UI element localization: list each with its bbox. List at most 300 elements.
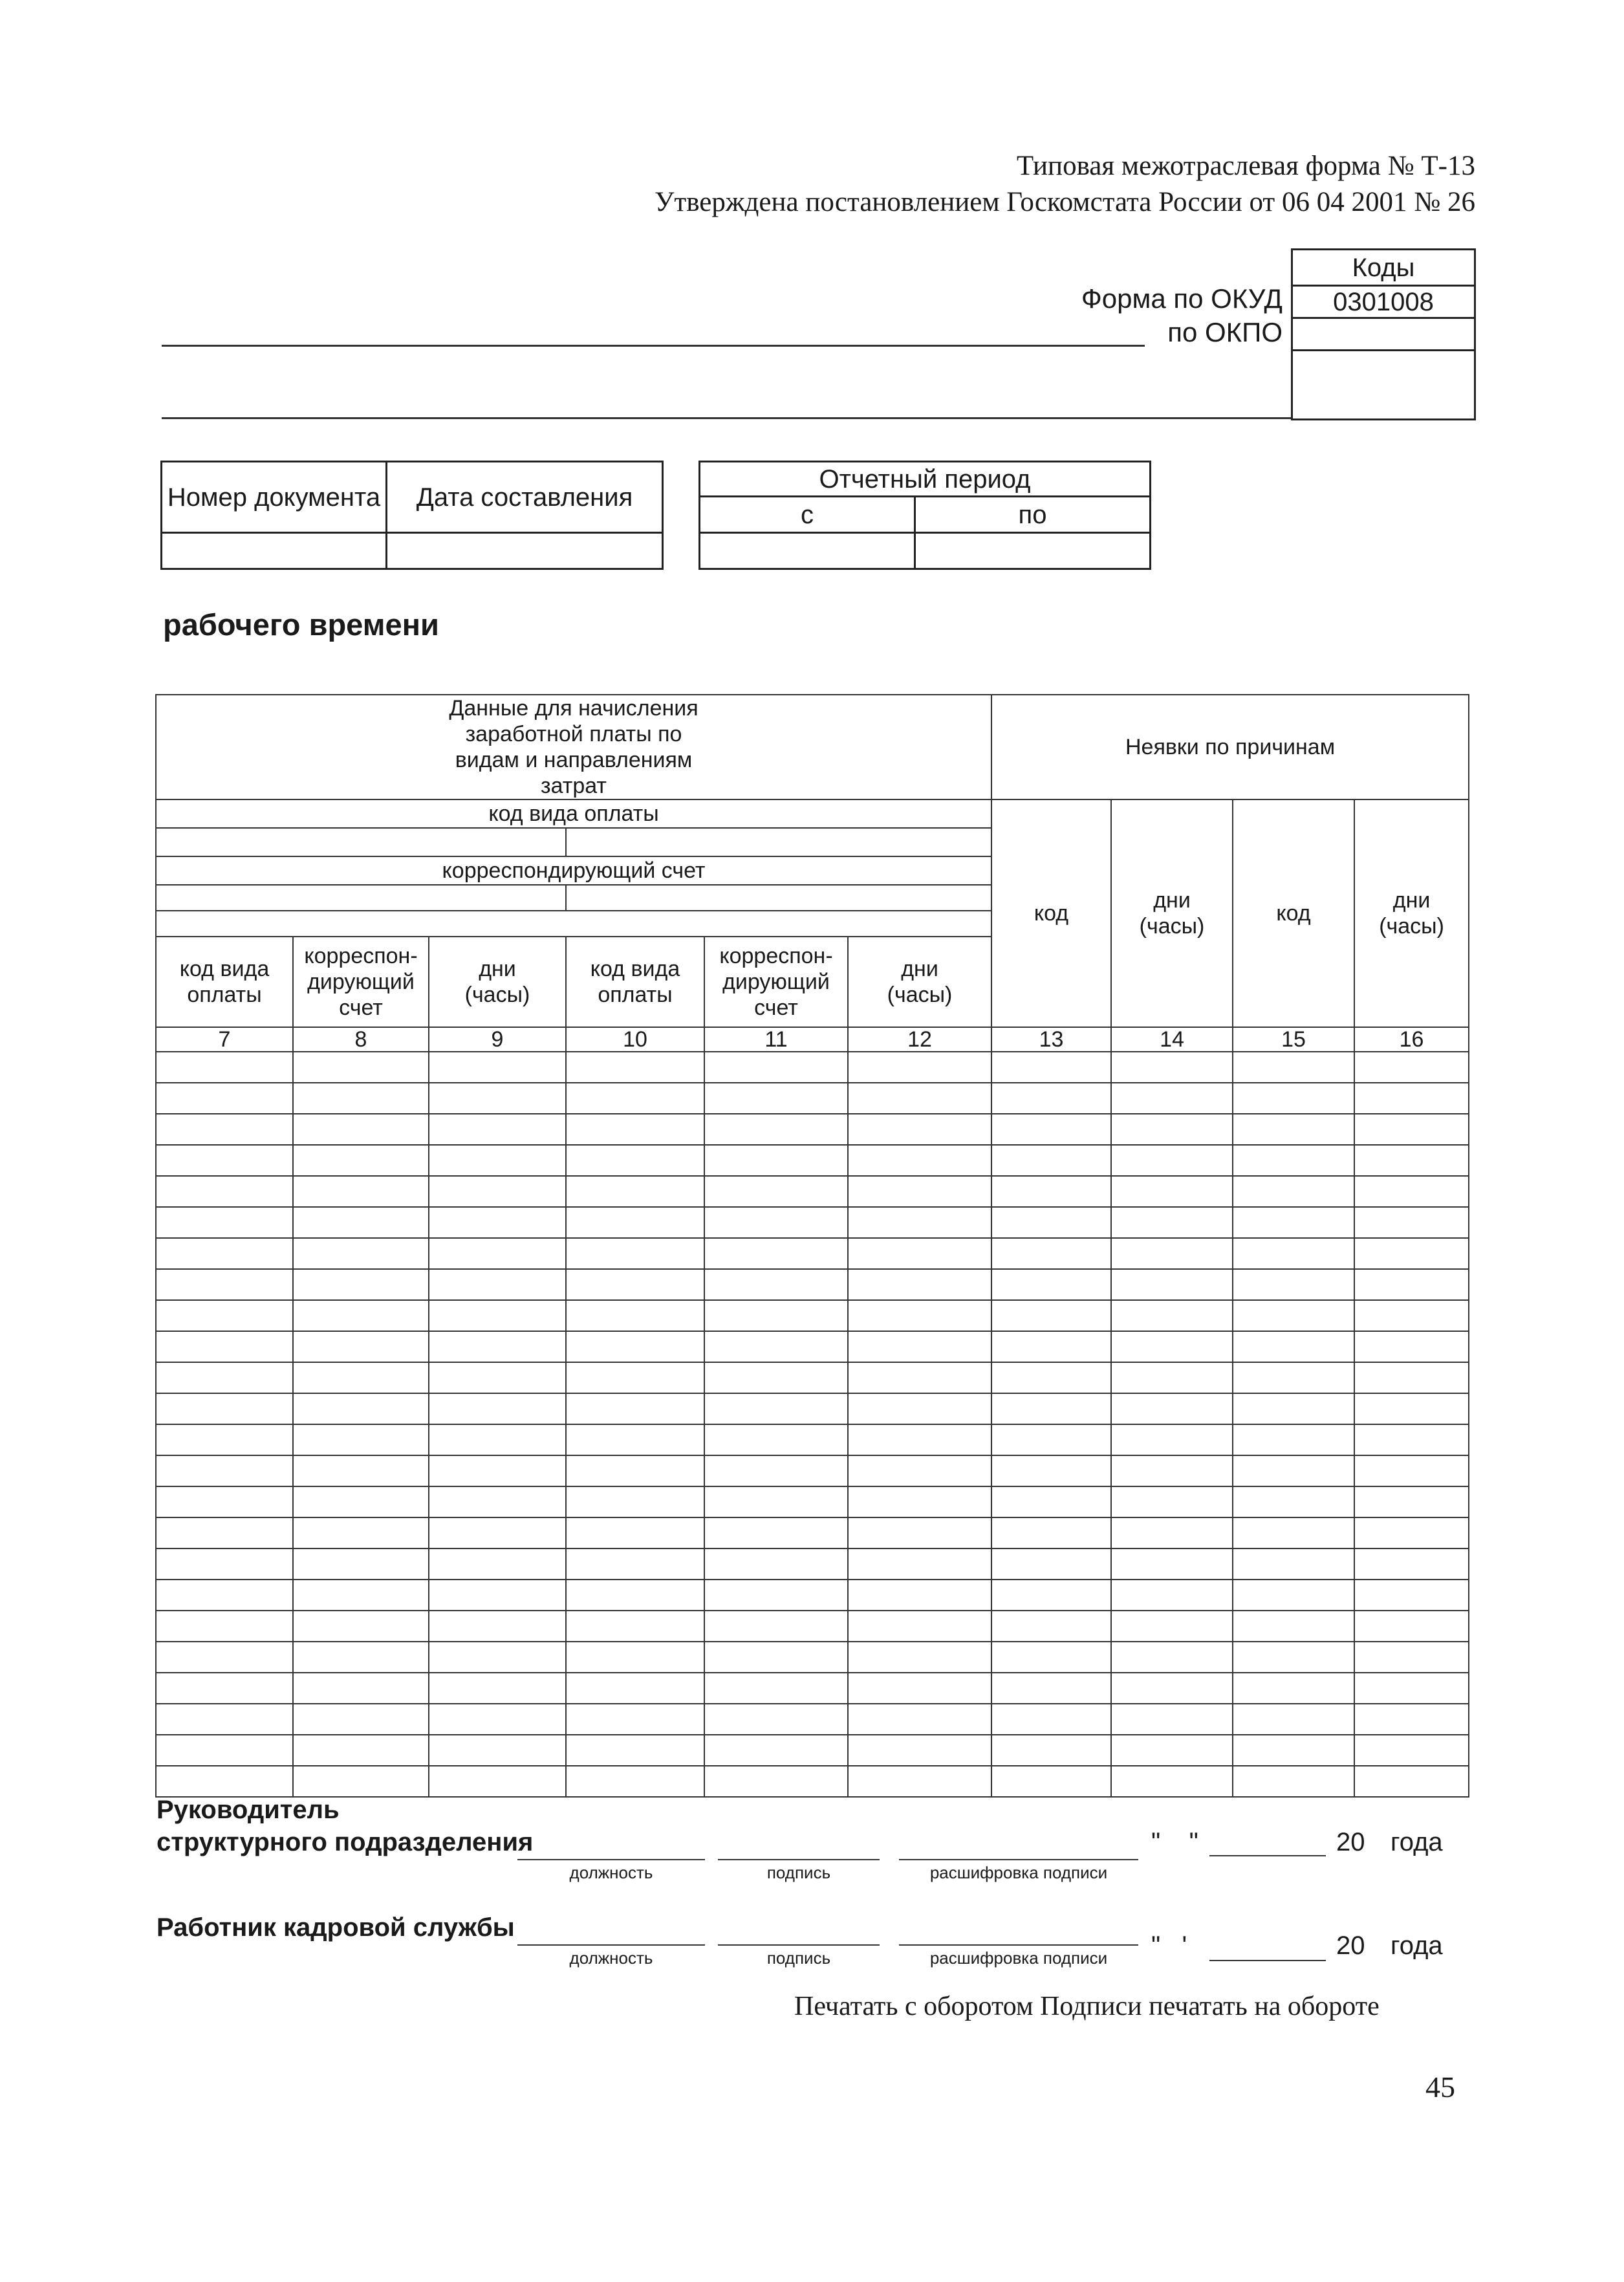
table-cell[interactable]: [848, 1424, 991, 1455]
table-cell[interactable]: [293, 1083, 429, 1114]
table-row: [156, 1393, 1469, 1424]
table-cell[interactable]: [848, 1673, 991, 1704]
table-row: [156, 1673, 1469, 1704]
table-cell[interactable]: [704, 1393, 848, 1424]
table-cell[interactable]: [156, 1766, 293, 1797]
table-cell[interactable]: [1354, 1269, 1469, 1300]
table-cell[interactable]: [848, 1735, 991, 1766]
table-cell[interactable]: [293, 1238, 429, 1269]
table-cell[interactable]: [848, 1176, 991, 1207]
table-cell[interactable]: [156, 1083, 293, 1114]
table-cell[interactable]: [1111, 1424, 1233, 1455]
head-position-field[interactable]: [517, 1859, 705, 1860]
table-cell[interactable]: [1111, 1269, 1233, 1300]
table-cell[interactable]: [1111, 1735, 1233, 1766]
table-row: [156, 1269, 1469, 1300]
table-cell[interactable]: [704, 1207, 848, 1238]
table-cell[interactable]: [704, 1331, 848, 1362]
table-cell[interactable]: [293, 1611, 429, 1642]
table-cell[interactable]: [704, 1362, 848, 1393]
table-cell[interactable]: [429, 1114, 566, 1145]
table-cell[interactable]: [704, 1735, 848, 1766]
table-cell[interactable]: [991, 1642, 1111, 1673]
table-cell[interactable]: [991, 1766, 1111, 1797]
hr-position-field[interactable]: [517, 1944, 705, 1946]
table-cell[interactable]: [704, 1238, 848, 1269]
table-cell[interactable]: [156, 1145, 293, 1176]
table-cell[interactable]: [1354, 1424, 1469, 1455]
table-cell[interactable]: [1111, 1455, 1233, 1486]
table-cell[interactable]: [1354, 1766, 1469, 1797]
table-cell[interactable]: [848, 1145, 991, 1176]
table-cell[interactable]: [1233, 1766, 1354, 1797]
department-line: [162, 417, 1291, 419]
table-cell[interactable]: [293, 1362, 429, 1393]
table-cell[interactable]: [991, 1393, 1111, 1424]
pay-type-code-header: код вида оплаты: [156, 799, 991, 828]
table-cell[interactable]: [566, 1052, 704, 1083]
table-cell[interactable]: [566, 1207, 704, 1238]
table-cell[interactable]: [1111, 1145, 1233, 1176]
table-row: [156, 1766, 1469, 1797]
col-14-number: 14: [1111, 1027, 1233, 1052]
table-cell[interactable]: [848, 1238, 991, 1269]
table-cell[interactable]: [156, 1642, 293, 1673]
table-cell[interactable]: [566, 1642, 704, 1673]
table-cell[interactable]: [429, 1517, 566, 1548]
table-cell[interactable]: [704, 1269, 848, 1300]
table-cell[interactable]: [848, 1704, 991, 1735]
table-cell[interactable]: [1354, 1704, 1469, 1735]
table-cell[interactable]: [704, 1486, 848, 1517]
table-cell[interactable]: [429, 1145, 566, 1176]
table-cell[interactable]: [156, 1580, 293, 1611]
pay-type-code-cell-right: [566, 828, 991, 856]
table-cell[interactable]: [566, 1455, 704, 1486]
table-row: [156, 1424, 1469, 1455]
table-cell[interactable]: [429, 1673, 566, 1704]
pay-data-header: Данные для начисления заработной платы по видам и направлениям затрат: [156, 695, 991, 799]
table-cell[interactable]: [991, 1083, 1111, 1114]
table-cell[interactable]: [429, 1611, 566, 1642]
table-cell[interactable]: [1111, 1238, 1233, 1269]
hr-year-prefix: 20: [1336, 1931, 1365, 1960]
table-cell[interactable]: [566, 1704, 704, 1735]
table-cell[interactable]: [566, 1766, 704, 1797]
table-cell[interactable]: [1111, 1642, 1233, 1673]
table-cell[interactable]: [429, 1362, 566, 1393]
table-cell[interactable]: [1354, 1548, 1469, 1580]
table-cell[interactable]: [991, 1548, 1111, 1580]
table-cell[interactable]: [1354, 1393, 1469, 1424]
table-cell[interactable]: [1233, 1642, 1354, 1673]
hr-date-quotes: " ': [1151, 1931, 1187, 1960]
col-13-number: 13: [991, 1027, 1111, 1052]
table-cell[interactable]: [1111, 1114, 1233, 1145]
table-cell[interactable]: [429, 1176, 566, 1207]
table-cell[interactable]: [704, 1673, 848, 1704]
table-cell[interactable]: [1354, 1517, 1469, 1548]
table-cell[interactable]: [1354, 1455, 1469, 1486]
table-cell[interactable]: [566, 1176, 704, 1207]
col-12-number: 12: [848, 1027, 991, 1052]
table-cell[interactable]: [848, 1611, 991, 1642]
table-row: [156, 1735, 1469, 1766]
okud-code: 0301008: [1293, 287, 1474, 319]
table-cell[interactable]: [1111, 1331, 1233, 1362]
table-cell[interactable]: [991, 1486, 1111, 1517]
table-cell[interactable]: [704, 1145, 848, 1176]
table-cell[interactable]: [991, 1455, 1111, 1486]
table-cell[interactable]: [848, 1486, 991, 1517]
table-cell[interactable]: [848, 1331, 991, 1362]
table-cell[interactable]: [1233, 1424, 1354, 1455]
table-cell[interactable]: [293, 1393, 429, 1424]
table-cell[interactable]: [1354, 1052, 1469, 1083]
table-cell[interactable]: [1111, 1176, 1233, 1207]
okpo-label: по ОКПО: [1167, 317, 1283, 347]
table-cell[interactable]: [566, 1331, 704, 1362]
table-cell[interactable]: [1354, 1580, 1469, 1611]
approval-line: Утверждена постановлением Госкомстата России от 06 04 2001 № 26: [654, 187, 1475, 217]
table-cell[interactable]: [156, 1611, 293, 1642]
table-cell[interactable]: [293, 1052, 429, 1083]
organization-line: [162, 345, 1145, 347]
table-cell[interactable]: [156, 1393, 293, 1424]
head-date-quotes: " ": [1151, 1828, 1198, 1856]
table-cell[interactable]: [429, 1083, 566, 1114]
table-cell[interactable]: [156, 1331, 293, 1362]
table-cell[interactable]: [848, 1548, 991, 1580]
table-cell[interactable]: [429, 1393, 566, 1424]
hr-position-caption: должность: [569, 1948, 653, 1968]
table-cell[interactable]: [1111, 1766, 1233, 1797]
table-cell[interactable]: [704, 1052, 848, 1083]
table-cell[interactable]: [704, 1517, 848, 1548]
table-cell[interactable]: [566, 1548, 704, 1580]
table-cell[interactable]: [566, 1269, 704, 1300]
table-cell[interactable]: [991, 1424, 1111, 1455]
table-cell[interactable]: [1233, 1238, 1354, 1269]
table-cell[interactable]: [429, 1548, 566, 1580]
table-cell[interactable]: [1233, 1673, 1354, 1704]
table-cell[interactable]: [156, 1114, 293, 1145]
table-row: [156, 1052, 1469, 1083]
table-cell[interactable]: [991, 1052, 1111, 1083]
table-cell[interactable]: [991, 1611, 1111, 1642]
table-cell[interactable]: [1233, 1114, 1354, 1145]
table-cell[interactable]: [156, 1238, 293, 1269]
table-cell[interactable]: [1111, 1362, 1233, 1393]
table-cell[interactable]: [1233, 1611, 1354, 1642]
table-cell[interactable]: [566, 1145, 704, 1176]
table-cell[interactable]: [991, 1704, 1111, 1735]
document-number-header: Номер документа: [162, 462, 387, 533]
table-cell[interactable]: [1111, 1673, 1233, 1704]
table-cell[interactable]: [991, 1517, 1111, 1548]
table-cell[interactable]: [848, 1083, 991, 1114]
table-cell[interactable]: [1233, 1052, 1354, 1083]
table-cell[interactable]: [848, 1362, 991, 1393]
table-cell[interactable]: [1233, 1704, 1354, 1735]
table-cell[interactable]: [1354, 1114, 1469, 1145]
table-cell[interactable]: [293, 1424, 429, 1455]
table-cell[interactable]: [1233, 1517, 1354, 1548]
head-date-field[interactable]: [1209, 1855, 1326, 1856]
table-cell[interactable]: [429, 1486, 566, 1517]
table-cell[interactable]: [1354, 1207, 1469, 1238]
col-14-label: дни (часы): [1111, 799, 1233, 1027]
table-cell[interactable]: [156, 1548, 293, 1580]
table-cell[interactable]: [1354, 1362, 1469, 1393]
table-cell[interactable]: [1233, 1331, 1354, 1362]
reporting-period-header: Отчетный период: [700, 462, 1151, 497]
hr-date-field[interactable]: [1209, 1960, 1326, 1961]
table-cell[interactable]: [991, 1362, 1111, 1393]
table-cell[interactable]: [704, 1455, 848, 1486]
table-cell[interactable]: [156, 1362, 293, 1393]
table-cell[interactable]: [429, 1735, 566, 1766]
head-signature-field[interactable]: [718, 1859, 880, 1860]
table-cell[interactable]: [566, 1486, 704, 1517]
table-cell[interactable]: [293, 1300, 429, 1331]
table-cell[interactable]: [848, 1300, 991, 1331]
table-cell[interactable]: [1111, 1052, 1233, 1083]
table-cell[interactable]: [429, 1766, 566, 1797]
table-cell[interactable]: [429, 1424, 566, 1455]
table-cell[interactable]: [704, 1548, 848, 1580]
head-label-line1: Руководитель: [157, 1796, 340, 1824]
table-cell[interactable]: [704, 1642, 848, 1673]
table-cell[interactable]: [429, 1704, 566, 1735]
period-from-cell: [700, 533, 915, 569]
period-to-cell: [915, 533, 1151, 569]
table-cell[interactable]: [293, 1455, 429, 1486]
table-cell[interactable]: [848, 1393, 991, 1424]
table-cell[interactable]: [566, 1300, 704, 1331]
table-cell[interactable]: [293, 1580, 429, 1611]
table-cell[interactable]: [991, 1114, 1111, 1145]
table-cell[interactable]: [991, 1238, 1111, 1269]
okud-label: Форма по ОКУД: [1081, 283, 1283, 314]
table-cell[interactable]: [1233, 1083, 1354, 1114]
head-label-line2: структурного подразделения: [157, 1828, 534, 1856]
table-cell[interactable]: [1233, 1393, 1354, 1424]
table-cell[interactable]: [156, 1176, 293, 1207]
table-cell[interactable]: [1354, 1238, 1469, 1269]
table-cell[interactable]: [991, 1269, 1111, 1300]
table-cell[interactable]: [848, 1114, 991, 1145]
table-cell[interactable]: [1111, 1611, 1233, 1642]
table-cell[interactable]: [1111, 1704, 1233, 1735]
table-cell[interactable]: [1354, 1145, 1469, 1176]
table-cell[interactable]: [991, 1331, 1111, 1362]
table-cell[interactable]: [293, 1486, 429, 1517]
table-cell[interactable]: [156, 1517, 293, 1548]
head-decoding-caption: расшифровка подписи: [929, 1863, 1108, 1882]
col-15-label: код: [1233, 799, 1354, 1027]
table-cell[interactable]: [1354, 1642, 1469, 1673]
table-cell[interactable]: [156, 1269, 293, 1300]
table-cell[interactable]: [293, 1176, 429, 1207]
table-cell[interactable]: [1111, 1486, 1233, 1517]
table-cell[interactable]: [1111, 1580, 1233, 1611]
table-cell[interactable]: [1111, 1548, 1233, 1580]
spacer-row: [156, 911, 991, 937]
table-cell[interactable]: [991, 1673, 1111, 1704]
timesheet-table: [155, 694, 1469, 1798]
table-cell[interactable]: [293, 1145, 429, 1176]
table-cell[interactable]: [1111, 1083, 1233, 1114]
table-cell[interactable]: [156, 1486, 293, 1517]
table-cell[interactable]: [566, 1517, 704, 1548]
col-11-number: 11: [704, 1027, 848, 1052]
table-cell[interactable]: [429, 1052, 566, 1083]
table-cell[interactable]: [429, 1580, 566, 1611]
table-cell[interactable]: [156, 1735, 293, 1766]
table-cell[interactable]: [429, 1642, 566, 1673]
table-cell[interactable]: [566, 1580, 704, 1611]
table-cell[interactable]: [1111, 1300, 1233, 1331]
table-cell[interactable]: [991, 1300, 1111, 1331]
table-cell[interactable]: [704, 1300, 848, 1331]
table-cell[interactable]: [704, 1766, 848, 1797]
col-16-number: 16: [1354, 1027, 1469, 1052]
table-cell[interactable]: [1233, 1269, 1354, 1300]
table-cell[interactable]: [156, 1207, 293, 1238]
okpo-code: [1293, 319, 1474, 351]
table-cell[interactable]: [848, 1517, 991, 1548]
table-cell[interactable]: [1233, 1580, 1354, 1611]
table-cell[interactable]: [848, 1642, 991, 1673]
table-cell[interactable]: [293, 1704, 429, 1735]
table-cell[interactable]: [566, 1673, 704, 1704]
table-cell[interactable]: [156, 1300, 293, 1331]
table-cell[interactable]: [1354, 1331, 1469, 1362]
period-from-label: с: [700, 497, 915, 533]
col-13-label: код: [991, 799, 1111, 1027]
table-cell[interactable]: [1233, 1300, 1354, 1331]
table-row: [156, 1704, 1469, 1735]
pay-type-code-cell-left: [156, 828, 566, 856]
table-cell[interactable]: [293, 1673, 429, 1704]
table-cell[interactable]: [1233, 1455, 1354, 1486]
table-cell[interactable]: [293, 1207, 429, 1238]
table-cell[interactable]: [429, 1238, 566, 1269]
table-cell[interactable]: [848, 1052, 991, 1083]
table-cell[interactable]: [293, 1735, 429, 1766]
table-cell[interactable]: [1354, 1486, 1469, 1517]
table-cell[interactable]: [991, 1176, 1111, 1207]
table-cell[interactable]: [293, 1517, 429, 1548]
table-cell[interactable]: [991, 1580, 1111, 1611]
table-cell[interactable]: [1111, 1207, 1233, 1238]
table-cell[interactable]: [293, 1766, 429, 1797]
table-cell[interactable]: [1354, 1300, 1469, 1331]
table-cell[interactable]: [293, 1548, 429, 1580]
table-cell[interactable]: [1354, 1735, 1469, 1766]
table-cell[interactable]: [566, 1114, 704, 1145]
table-row: [156, 1238, 1469, 1269]
table-cell[interactable]: [293, 1269, 429, 1300]
table-cell[interactable]: [566, 1611, 704, 1642]
hr-signature-field[interactable]: [718, 1944, 880, 1946]
table-row: [156, 1580, 1469, 1611]
table-cell[interactable]: [156, 1455, 293, 1486]
document-date-cell: [387, 533, 663, 569]
hr-label: Работник кадровой службы: [157, 1913, 515, 1942]
table-row: [156, 1486, 1469, 1517]
table-cell[interactable]: [704, 1176, 848, 1207]
table-cell[interactable]: [1354, 1611, 1469, 1642]
head-decoding-field[interactable]: [899, 1859, 1138, 1860]
section-title: рабочего времени: [163, 607, 439, 642]
table-row: [156, 1611, 1469, 1642]
form-type-line: Типовая межотраслевая форма № Т-13: [1016, 151, 1475, 181]
table-cell[interactable]: [848, 1455, 991, 1486]
table-cell[interactable]: [293, 1114, 429, 1145]
table-cell[interactable]: [566, 1238, 704, 1269]
table-cell[interactable]: [704, 1611, 848, 1642]
table-cell[interactable]: [848, 1207, 991, 1238]
table-cell[interactable]: [991, 1735, 1111, 1766]
table-cell[interactable]: [1354, 1083, 1469, 1114]
table-cell[interactable]: [429, 1331, 566, 1362]
table-cell[interactable]: [991, 1207, 1111, 1238]
codes-box: [1291, 248, 1476, 420]
table-cell[interactable]: [566, 1735, 704, 1766]
table-cell[interactable]: [293, 1642, 429, 1673]
table-cell[interactable]: [704, 1704, 848, 1735]
table-cell[interactable]: [704, 1114, 848, 1145]
table-cell[interactable]: [1233, 1548, 1354, 1580]
table-cell[interactable]: [156, 1424, 293, 1455]
table-cell[interactable]: [429, 1207, 566, 1238]
table-cell[interactable]: [429, 1455, 566, 1486]
table-cell[interactable]: [1233, 1486, 1354, 1517]
table-cell[interactable]: [566, 1393, 704, 1424]
table-cell[interactable]: [156, 1673, 293, 1704]
document-number-cell: [162, 533, 387, 569]
hr-decoding-field[interactable]: [899, 1944, 1138, 1946]
table-cell[interactable]: [991, 1145, 1111, 1176]
table-cell[interactable]: [704, 1083, 848, 1114]
table-cell[interactable]: [429, 1269, 566, 1300]
table-cell[interactable]: [1233, 1735, 1354, 1766]
table-cell[interactable]: [566, 1362, 704, 1393]
table-cell[interactable]: [1233, 1362, 1354, 1393]
table-cell[interactable]: [1111, 1393, 1233, 1424]
table-cell[interactable]: [156, 1704, 293, 1735]
table-cell[interactable]: [1354, 1176, 1469, 1207]
table-cell[interactable]: [1354, 1673, 1469, 1704]
table-cell[interactable]: [704, 1580, 848, 1611]
table-cell[interactable]: [848, 1580, 991, 1611]
table-cell[interactable]: [704, 1424, 848, 1455]
print-note: Печатать с оборотом Подписи печатать на обороте: [794, 1992, 1380, 2021]
table-cell[interactable]: [848, 1766, 991, 1797]
table-cell[interactable]: [1233, 1176, 1354, 1207]
table-cell[interactable]: [1233, 1145, 1354, 1176]
table-cell[interactable]: [293, 1331, 429, 1362]
table-cell[interactable]: [566, 1083, 704, 1114]
table-cell[interactable]: [848, 1269, 991, 1300]
table-cell[interactable]: [156, 1052, 293, 1083]
table-cell[interactable]: [1233, 1207, 1354, 1238]
table-cell[interactable]: [566, 1424, 704, 1455]
table-cell[interactable]: [429, 1300, 566, 1331]
table-cell[interactable]: [1111, 1517, 1233, 1548]
